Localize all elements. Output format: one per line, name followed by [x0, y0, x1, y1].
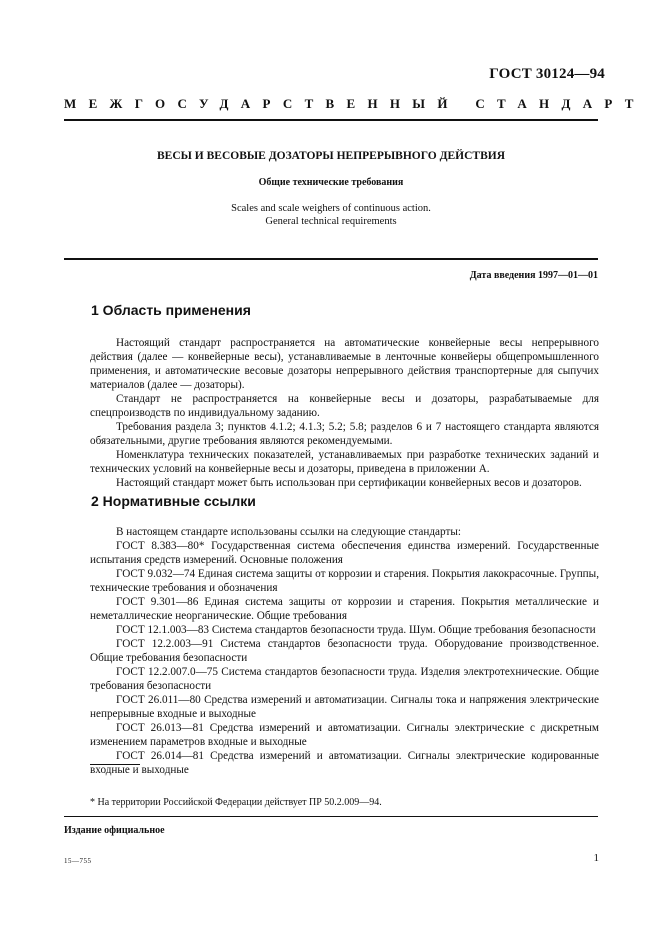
paragraph: Настоящий стандарт может быть использован при сертификации конвейерных весов и дозаторов.: [116, 477, 582, 489]
introduction-date: Дата введения 1997—01—01: [469, 270, 598, 281]
english-title-line1: Scales and scale weighers of continuous action.: [231, 203, 431, 214]
section-1-body: [90, 336, 599, 490]
official-edition-label: Издание официальное: [64, 825, 165, 836]
footnote: * На территории Российской Федерации действует ПР 50.2.009—94.: [90, 797, 382, 808]
reference-item: ГОСТ 12.2.003—91 Система стандартов безопасности труда. Оборудование производственное. Общие требования безопасности: [90, 638, 599, 664]
section-1-heading: 1 Область применения: [91, 302, 251, 318]
paragraph: Номенклатура технических показателей, устанавливаемых при разработке технических заданий и технических условий на конвейерные весы и дозаторы, приведена в приложении А.: [90, 449, 599, 475]
reference-item: ГОСТ 26.014—81 Средства измерений и автоматизации. Сигналы электрические кодированные входные и выходные: [90, 750, 599, 776]
interstate-standard-label: МЕЖГОСУДАРСТВЕННЫЙ СТАНДАРТ: [64, 96, 646, 111]
paragraph: В настоящем стандарте использованы ссылки на следующие стандарты:: [116, 526, 461, 538]
page-number: 1: [593, 852, 599, 864]
reference-item: ГОСТ 12.1.003—83 Система стандартов безопасности труда. Шум. Общие требования безопасности: [116, 624, 596, 636]
reference-item: ГОСТ 26.013—81 Средства измерений и автоматизации. Сигналы электрические с дискретным изменением параметров входные и выходные: [90, 722, 599, 748]
document-title: ВЕСЫ И ВЕСОВЫЕ ДОЗАТОРЫ НЕПРЕРЫВНОГО ДЕЙСТВИЯ: [156, 150, 505, 162]
print-code: 15—755: [64, 857, 92, 865]
english-title: [64, 202, 598, 228]
reference-item: ГОСТ 9.301—86 Единая система защиты от коррозии и старения. Покрытия металлические и неметаллические неорганические. Общие требования: [90, 596, 599, 622]
reference-item: ГОСТ 8.383—80* Государственная система обеспечения единства измерений. Государственные испытания средств измерений. Основные положения: [90, 540, 599, 566]
title-divider: [64, 258, 598, 260]
english-title-line2: General technical requirements: [265, 216, 397, 227]
header-divider: [64, 119, 598, 121]
section-2-heading: 2 Нормативные ссылки: [91, 493, 256, 509]
reference-item: ГОСТ 12.2.007.0—75 Система стандартов безопасности труда. Изделия электротехнические. Общие требования безопасности: [90, 666, 599, 692]
document-subtitle: Общие технические требования: [258, 177, 404, 188]
section-2-body: [90, 525, 599, 777]
gost-number: ГОСТ 30124—94: [489, 66, 605, 82]
reference-item: ГОСТ 26.011—80 Средства измерений и автоматизации. Сигналы тока и напряжения электрические непрерывные входные и выходные: [90, 694, 599, 720]
paragraph: Стандарт не распространяется на конвейерные весы и дозаторы, разрабатываемые для спецпроизводств по индивидуальному заданию.: [90, 393, 599, 419]
paragraph: Требования раздела 3; пунктов 4.1.2; 4.1.3; 5.2; 5.8; разделов 6 и 7 настоящего стандарта являются обязательными, другие требования являются рекомендуемыми.: [90, 421, 599, 447]
reference-item: ГОСТ 9.032—74 Единая система защиты от коррозии и старения. Покрытия лакокрасочные. Группы, технические требования и обозначения: [90, 568, 599, 594]
paragraph: Настоящий стандарт распространяется на автоматические конвейерные весы непрерывного действия (далее — конвейерные весы), устанавливаемые в ленточные конвейеры общепромышленного применения, и автоматические весовые дозаторы непрерывного действия транспортерные для сыпучих материалов (далее — дозаторы).: [90, 337, 599, 391]
footnote-divider: [90, 764, 140, 765]
footer-divider: [64, 816, 598, 817]
